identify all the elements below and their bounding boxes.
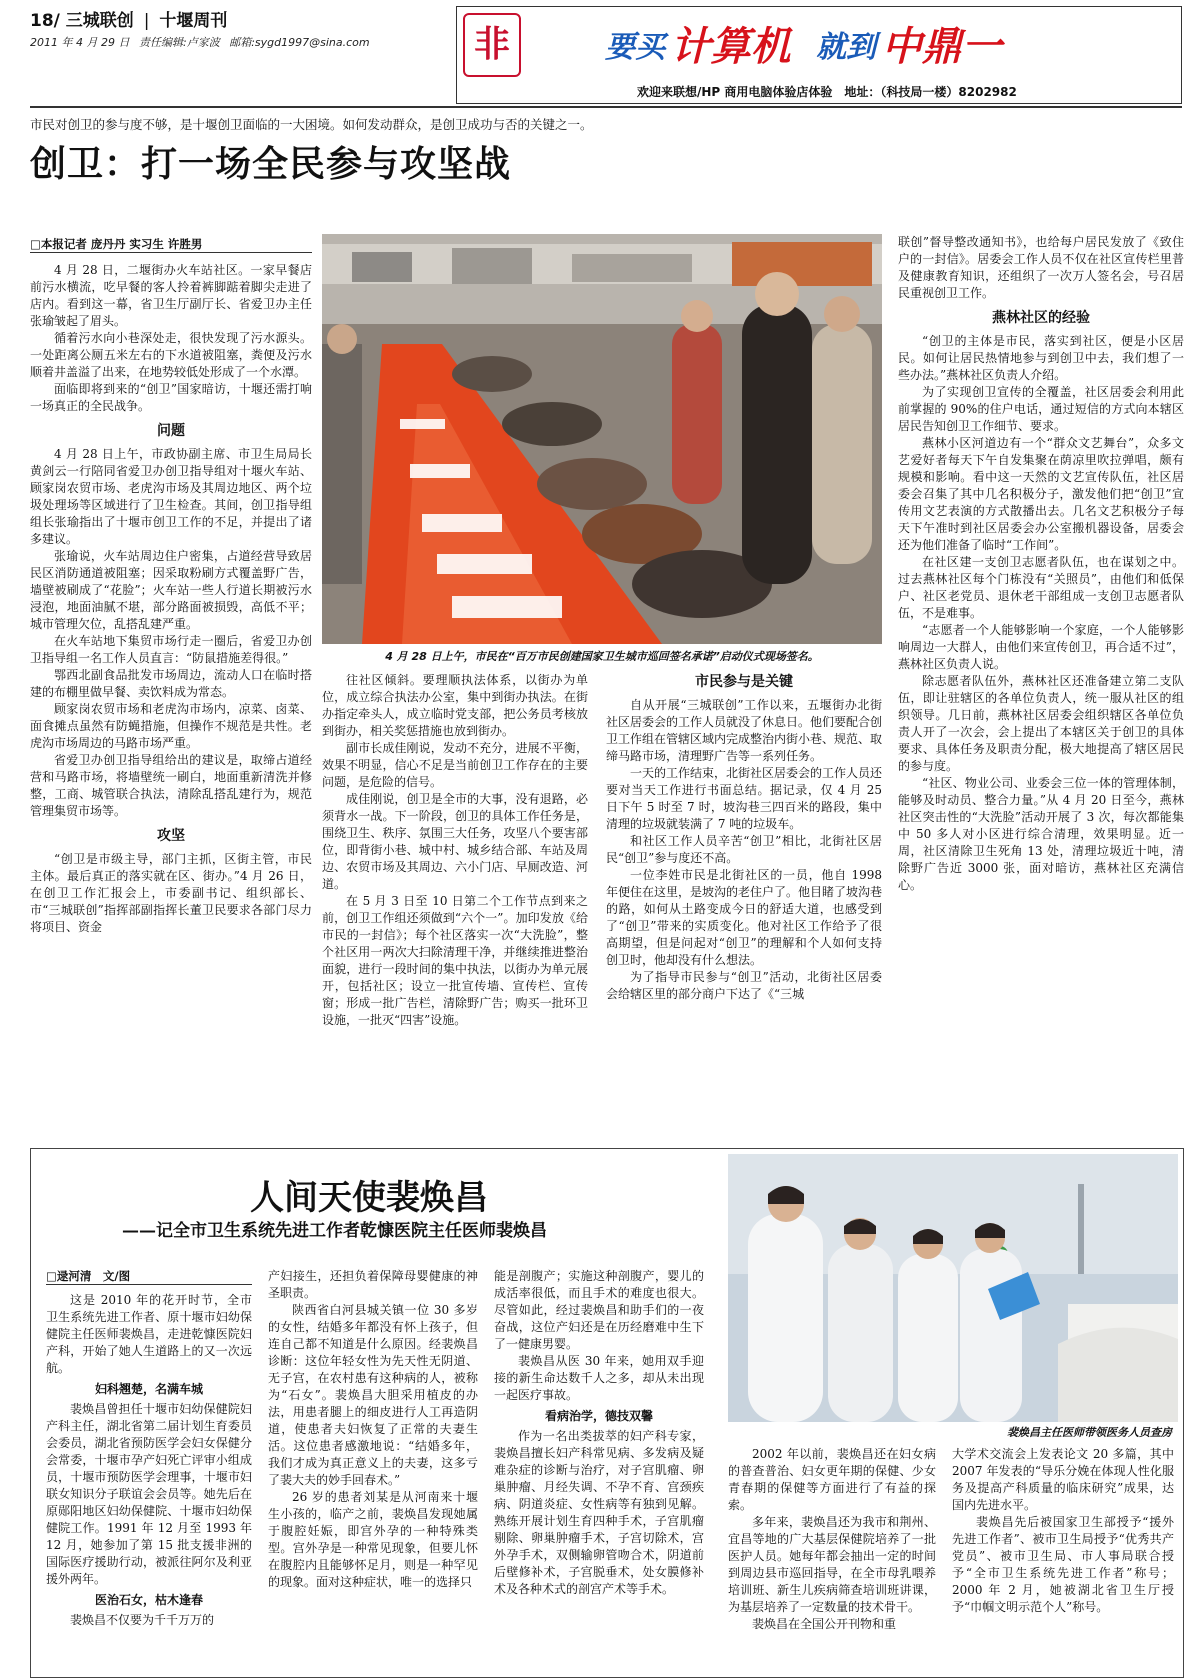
ward-round-photo bbox=[728, 1154, 1178, 1422]
advertisement-banner bbox=[456, 6, 1182, 104]
paragraph: “创卫的主体是市民，落实到社区，便是小区居民。如何让居民热情地参与到创卫中去，我们想了一些办法。”燕林社区负责人介绍。 bbox=[898, 334, 1184, 382]
page-number: 18/ bbox=[30, 11, 60, 31]
paragraph: 面临即将到来的“创卫”国家暗访，十堰还需打响一场真正的全民战争。 bbox=[30, 382, 312, 413]
paragraph: “创卫是市级主导，部门主抓，区街主管，市民主体。最后真正的落实就在区、街办。”4 月 26 日，在创卫工作汇报会上，市委副书记、组织部长、市“三城联创”指挥部副指挥长董卫民要求各部门尽力将项目、资金 bbox=[30, 852, 312, 934]
article-byline: □本报记者 庞丹丹 实习生 许胜男 bbox=[30, 237, 203, 251]
paragraph: “志愿者一个人能够影响一个家庭，一个人能够影响周边一大群人，由他们来宣传创卫，再合适不过”，燕林社区负责人说。 bbox=[898, 623, 1184, 671]
paragraph: 自从开展“三城联创”工作以来，五堰街办北街社区居委会的工作人员就没了休息日。他们要配合创卫工作组在管辖区域内完成整治内街小巷、规范、取缔马路市场，清理野广告等一系列任务。 bbox=[606, 698, 882, 763]
paragraph: 循着污水向小巷深处走，很快发现了污水源头。一处距离公厕五米左右的下水道被阻塞，粪便及污水顺着井盖溢了出来，在地势较低处形成了一个水潭。 bbox=[30, 331, 312, 379]
paragraph: 成佳刚说，创卫是全市的大事，没有退路，必须背水一战。下一阶段，创卫的具体工作任务是，围绕卫生、秩序、氛围三大任务，攻坚八个要害部位，即背街小巷、城中村、城乡结合部、车站及周边、农贸市场及其周边、六小门店、早厕改造、河道。 bbox=[322, 792, 588, 891]
paragraph: 4 月 28 日，二堰街办火车站社区。一家早餐店前污水横流，吃早餐的客人拎着裤脚踮着脚尖走进了店内。看到这一幕，省卫生厅副厅长、省爱卫办主任张瑜皱起了眉头。 bbox=[30, 263, 312, 328]
editor-email: sygd1997@sina.com bbox=[254, 36, 370, 49]
ad-logo: 非 bbox=[463, 13, 521, 77]
article1-column-4 bbox=[898, 234, 1184, 1042]
paragraph: 大学术交流会上发表论文 20 多篇，其中 2007 年发表的“导乐分娩在体现人性化服务及提高产科质量的临床研究”成果，达国内先进水平。 bbox=[952, 1447, 1174, 1512]
feature-byline: □逯河清 文/图 bbox=[46, 1269, 131, 1283]
masthead bbox=[30, 6, 227, 31]
ad-address: 欢迎来联想/HP 商用电脑体验店体验 地址：（科技局一楼）8202982 bbox=[637, 85, 1017, 99]
paragraph: 裴焕昌先后被国家卫生部授予“援外先进工作者”、被市卫生局授予“优秀共产党员”、被市卫生局、市人事局联合授予“全市卫生系统先进工作者”称号；2000 年 2 月，她被湖北省卫生厅授予“巾帼文明示范个人”称号。 bbox=[952, 1515, 1174, 1614]
paper-name: 十堰周刊 bbox=[159, 11, 228, 31]
issue-date: 2011 年 4 月 29 日 bbox=[30, 36, 130, 49]
article2-column-3 bbox=[494, 1268, 704, 1674]
paragraph: 在 5 月 3 日至 10 日第二个工作节点到来之前，创卫工作组还须做到“六个一”。加印发放《给市民的一封信》；每个社区落实一次“大洗脸”，整个社区用一两次大扫除清理干净，并继续推进整治面貌，进行一段时间的集中执法，以街办为单元展开，包括社区；设立一批宣传墙、宣传栏、宣传窗；形成一批广告栏，清除野广告；购买一批环卫设施，一批灭“四害”设施。 bbox=[322, 894, 588, 1027]
feature-subtitle: ——记全市卫生系统先进工作者乾慷医院主任医师裴焕昌 bbox=[122, 1221, 547, 1241]
masthead-info bbox=[30, 34, 370, 50]
paragraph: 多年来，裴焕昌还为我市和荆州、宜昌等地的广大基层保健院培养了一批医护人员。她每年都会抽出一定的时间到周边县市巡回指导，在全市母乳喂养培训班、新生儿疾病筛查培训班讲课，为基层培养了一定数量的技术骨干。 bbox=[728, 1515, 936, 1614]
article1-column-1 bbox=[30, 262, 312, 1042]
article-lead: 市民对创卫的参与度不够，是十堰创卫面临的一大困境。如何发动群众，是创卫成功与否的关键之一。 bbox=[30, 117, 593, 132]
section-heading-problem: 问题 bbox=[157, 423, 185, 439]
ad-slogan bbox=[605, 15, 1182, 77]
paragraph: 在社区建一支创卫志愿者队伍，也在谋划之中。过去燕林社区每个门栋没有“关照员”，由他们和低保户、社区老党员、退休老干部组成一支创卫志愿者队伍，不是难事。 bbox=[898, 555, 1184, 620]
email-label: 邮箱: bbox=[229, 36, 255, 49]
ad-slogan-part3: 就到 bbox=[816, 29, 877, 65]
paragraph: 作为一名出类拔萃的妇产科专家，裴焕昌擅长妇产科常见病、多发病及疑难杂症的诊断与治疗，对子宫肌瘤、卵巢肿瘤、月经失调、不孕不育、宫颈疾病、阴道炎症、女性病等有独到见解。熟练开展计划生育四种手术，子宫肌瘤剔除、卵巢肿瘤手术，子宫切除术，宫外孕手术，双侧输卵管吻合术，阴道前后壁修补术，子宫脱垂术，处女膜修补术及各种术式的剖宫产术等手术。 bbox=[494, 1429, 704, 1596]
paragraph: 26 岁的患者刘某是从河南来十堰生小孩的，临产之前，裴焕昌发现她属于腹腔妊娠，即宫外孕的一种特殊类型。宫外孕是一种常见现象，但要儿怀在腹腔内且能够怀足月，则是一种罕见的现象。面对这种症状，唯一的选择只 bbox=[268, 1490, 478, 1589]
paragraph: 这是 2010 年的花开时节，全市卫生系统先进工作者、原十堰市妇幼保健院主任医师裴焕昌，走进乾慷医院妇产科，开始了她人生道路上的又一次远航。 bbox=[46, 1293, 252, 1375]
photo-caption: 4 月 28 日上午，市民在“百万市民创建国家卫生城市巡回签名承诺”启动仪式现场签名。 bbox=[385, 650, 819, 663]
paragraph: 裴焕昌不仅要为千千万万的 bbox=[70, 1613, 215, 1627]
section-heading-attack: 攻坚 bbox=[157, 828, 185, 844]
feature-section-heading-3: 看病治学，德技双馨 bbox=[544, 1409, 653, 1423]
paragraph: 和社区工作人员辛苦“创卫”相比，北街社区居民“创卫”参与度还不高。 bbox=[606, 834, 882, 865]
paragraph: 2002 年以前，裴焕昌还在妇女病的普查普治、妇女更年期的保健、少女青春期的保健等方面进行了有益的探索。 bbox=[728, 1447, 936, 1512]
feature-photo-caption: 裴焕昌主任医师带领医务人员查房 bbox=[1007, 1426, 1172, 1439]
ward-round-illustration bbox=[728, 1154, 1178, 1422]
paragraph: 裴焕昌在全国公开刊物和重 bbox=[752, 1617, 897, 1631]
signing-ceremony-illustration bbox=[322, 234, 882, 644]
article1-column-2 bbox=[322, 672, 588, 1042]
paragraph: 裴焕昌从医 30 年来，她用双手迎接的新生命达数千人之多，却从未出现一起医疗事故。 bbox=[494, 1354, 704, 1402]
article2-column-1 bbox=[46, 1292, 252, 1674]
paragraph: 一位李姓市民是北街社区的一员，他自 1998 年便住在这里，是坡沟的老住户了。他目睹了坡沟巷的路，如何从土路变成今日的舒适大道，也感受到了“创卫”带来的实质变化。他对社区工作给予了很高期望，但是问起对“创卫”的理解和个人如何支持创卫时，他却没有什么想法。 bbox=[606, 868, 882, 967]
article2-column-4 bbox=[728, 1446, 936, 1674]
feature-section-heading-2: 医治石女，枯木逢春 bbox=[94, 1593, 203, 1607]
editor-label: 责任编辑: bbox=[138, 36, 187, 49]
paragraph: 4 月 28 日上午，市政协副主席、市卫生局局长黄剑云一行陪同省爱卫办创卫指导组对十堰火车站、顾家岗农贸市场、老虎沟市场及其周边地区、两个垃圾处理场等区域进行了卫生检查。其间，创卫指导组组长张瑜指出了十堰市创卫工作的不足，并提出了诸多建议。 bbox=[30, 447, 312, 546]
article1-column-3 bbox=[606, 672, 882, 1042]
article-headline: 创卫：打一场全民参与攻坚战 bbox=[30, 143, 512, 185]
editor-name: 卢家波 bbox=[186, 36, 220, 49]
paragraph: 能是剖腹产；实施这种剖腹产，婴儿的成活率很低，而且手术的难度也很大。尽管如此，经过裴焕昌和助手们的一夜奋战，这位产妇还是在历经磨难中生下了一健康男婴。 bbox=[494, 1269, 704, 1351]
paragraph: 为了实现创卫宣传的全覆盖，社区居委会利用此前掌握的 90%的住户电话，通过短信的方式向本辖区居民告知创卫工作细节、要求。 bbox=[898, 385, 1184, 433]
ad-slogan-part1: 要买 bbox=[605, 29, 665, 65]
ad-slogan-part2: 计算机 bbox=[670, 24, 791, 70]
feature-byline-rule bbox=[46, 1284, 252, 1285]
section-heading-yanlin: 燕林社区的经验 bbox=[992, 310, 1090, 326]
header-rule bbox=[30, 106, 1182, 108]
paragraph: 产妇接生，还担负着保障母婴健康的神圣职责。 bbox=[268, 1269, 478, 1300]
masthead-separator: | bbox=[143, 11, 150, 31]
paragraph: 燕林小区河道边有一个“群众文艺舞台”，众多文艺爱好者每天下午自发集聚在荫凉里吹拉弹唱，颇有规模和影响。看中这一天然的文艺宣传队伍，社区居委会召集了其中几名积极分子，激发他们把“创卫”宣传用文艺表演的方式散播出去。几名文艺积极分子每天下午准时到社区居委会办公室搬机器设备，居委会还为他们准备了临时“工作间”。 bbox=[898, 436, 1184, 552]
paragraph: 在火车站地下集贸市场行走一圈后，省爱卫办创卫指导组一名工作人员直言：“防鼠措施差得很。” bbox=[30, 634, 312, 665]
paragraph: 联创”督导整改通知书》，也给每户居民发放了《致住户的一封信》。居委会工作人员不仅在社区宣传栏里普及健康教育知识，还组织了一次万人签名会，号召居民重视创卫工作。 bbox=[898, 235, 1184, 300]
paragraph: 副市长成佳刚说，发动不充分，进展不平衡，效果不明显，信心不足是当前创卫工作存在的主要问题，是危险的信号。 bbox=[322, 741, 588, 789]
paragraph: “社区、物业公司、业委会三位一体的管理体制，能够及时动员、整合力量。”从 4 月 20 日至今，燕林社区突击性的“大洗脸”活动开展了 3 次，每次都能集中 50 多人对小区进行综合清理，效果明显。近一周，社区清除卫生死角 13 处，清理垃圾近十吨，清除野广告近 3000 张，面对暗访，燕林社区充满信心。 bbox=[898, 776, 1184, 892]
paragraph: 裴焕昌曾担任十堰市妇幼保健院妇产科主任，湖北省第二届计划生育委员会委员，湖北省预防医学会妇女保健分会常委，十堰市孕产妇死亡评审小组成员，十堰市预防医学会理事，十堰市妇联女知识分子联谊会会员等。她先后在原郧阳地区妇幼保健院、十堰市妇幼保健院工作。1991 年 12 月至 1993 年 12 月，她参加了第 15 批支援非洲的国际医疗援助行动，被派往阿尔及利亚援外两年。 bbox=[46, 1402, 252, 1586]
feature-section-heading-1: 妇科翘楚，名满车城 bbox=[94, 1382, 203, 1396]
paragraph: 为了指导市民参与“创卫”活动，北街社区居委会给辖区里的部分商户下达了《“三城 bbox=[606, 970, 882, 1001]
paragraph: 顾家岗农贸市场和老虎沟市场内，凉菜、卤菜、面食摊点虽然有防蝇措施，但操作不规范是共性。老虎沟市场周边的马路市场严重。 bbox=[30, 702, 312, 750]
paragraph: 一天的工作结束，北街社区居委会的工作人员还要对当天工作进行书面总结。据记录，仅 4 月 25 日下午 5 时至 7 时，坡沟巷三四百米的路段，集中清理的垃圾就装满了 7 吨的垃圾车。 bbox=[606, 766, 882, 831]
paragraph: 往社区倾斜。要理顺执法体系，以街办为单位，成立综合执法办公室，集中到街办执法。在街办指定牵头人，成立临时党支部，把公务员考核放到街办，相关奖惩措施也放到街办。 bbox=[322, 673, 588, 738]
paragraph: 张瑜说，火车站周边住户密集，占道经营导致居民区消防通道被阻塞；因采取粉刷方式覆盖野广告，墙壁被刷成了“花脸”；火车站一些人行道长期被污水浸泡，地面油腻不堪，部分路面被损毁，高低不平；城市管理欠位，乱搭乱建严重。 bbox=[30, 549, 312, 631]
article2-column-5 bbox=[952, 1446, 1174, 1674]
byline-rule bbox=[30, 252, 312, 253]
ad-slogan-part4: 中鼎一 bbox=[881, 24, 1002, 70]
paragraph: 陕西省白河县城关镇一位 30 多岁的女性，结婚多年都没有怀上孩子，但连自己都不知道是什么原因。经裴焕昌诊断：这位年轻女性为先天性无阴道、无子宫，在农村患有这种病的人，被称为“石女”。裴焕昌大胆采用植皮的办法，用患者腿上的细皮进行人工再造阴道，使患者夫妇恢复了正常的夫妻生活。这位患者感激地说：“结婚多年，我们才成为真正意义上的夫妻，这多亏了裴大夫的妙手回春术。” bbox=[268, 1303, 478, 1487]
section-name: 三城联创 bbox=[65, 11, 134, 31]
paragraph: 除志愿者队伍外，燕林社区还准备建立第二支队伍，即让驻辖区的各单位负责人，统一服从社区的组织领导。几日前，燕林社区居委会组织辖区各单位负责人开了一次会，会上提出了本辖区关于创卫的具体要求、具体任务及职责分配，极大地提高了辖区居民的参与度。 bbox=[898, 674, 1184, 773]
paragraph: 鄂西北副食品批发市场周边，流动人口在临时搭建的布棚里做早餐、卖饮料成为常态。 bbox=[30, 668, 312, 699]
feature-title: 人间天使裴焕昌 bbox=[250, 1178, 488, 1218]
article2-column-2 bbox=[268, 1268, 478, 1674]
section-heading-citizens: 市民参与是关键 bbox=[695, 674, 793, 690]
paragraph: 省爱卫办创卫指导组给出的建议是，取缔占道经营和马路市场，将墙壁统一刷白，地面重新清洗并修整，工商、城管联合执法，清除乱搭乱建行为，规范管理集贸市场等。 bbox=[30, 753, 312, 818]
signing-ceremony-photo bbox=[322, 234, 882, 644]
